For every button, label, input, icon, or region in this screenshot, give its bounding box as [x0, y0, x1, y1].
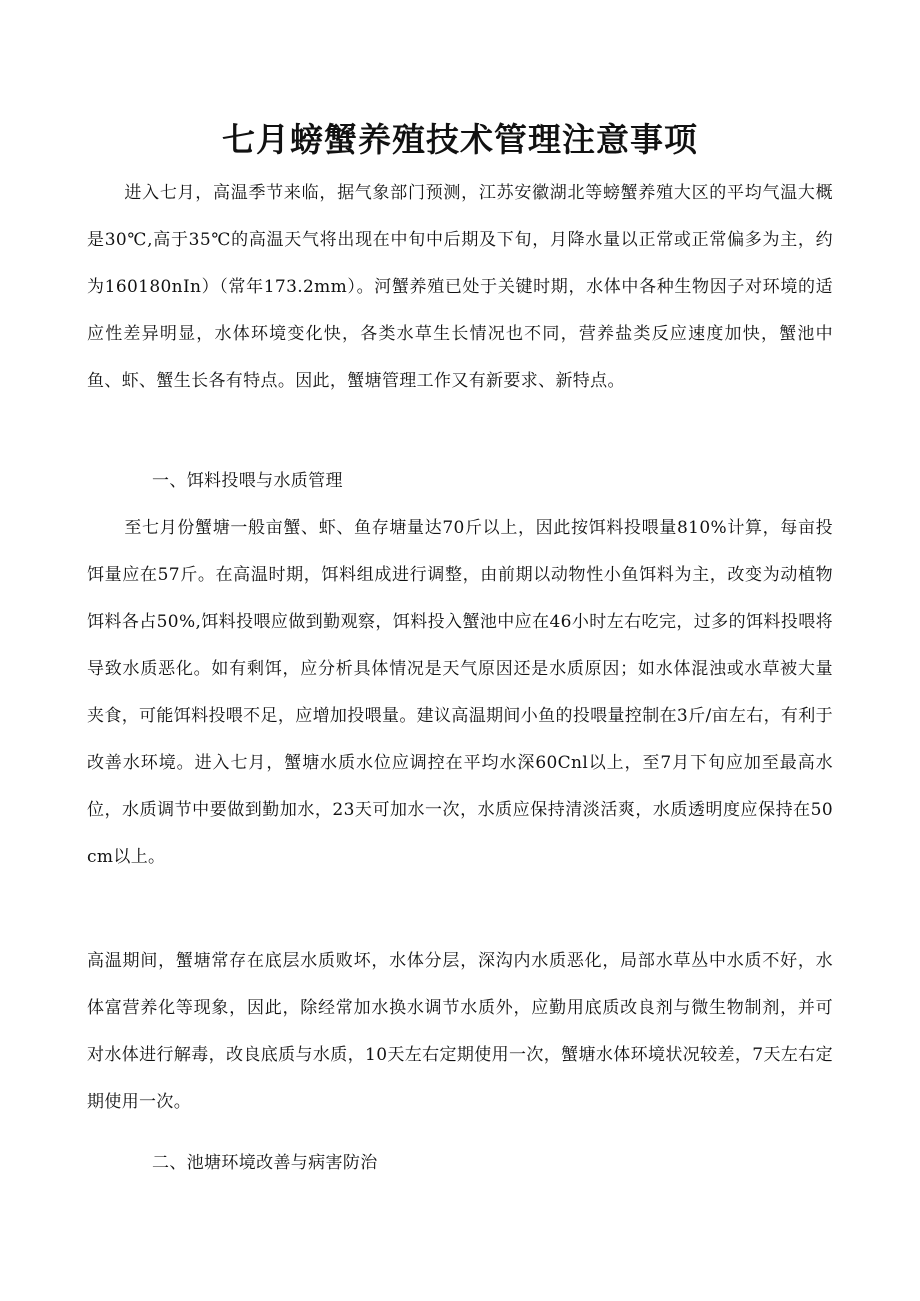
- water-quality-paragraph: 高温期间，蟹塘常存在底层水质败坏，水体分层，深沟内水质恶化，局部水草丛中水质不好，水体富营养化等现象，因此，除经常加水换水调节水质外，应勤用底质改良剂与微生物制剂，并可对水体进行解毒，改良底质与水质，10天左右定期使用一次，蟹塘水体环境状况较差，7天左右定期使用一次。: [87, 951, 833, 1112]
- document-title: 七月螃蟹养殖技术管理注意事项: [222, 120, 698, 159]
- section-heading-environment: 二、池塘环境改善与病害防治: [152, 1153, 378, 1173]
- feeding-paragraph: 至七月份蟹塘一般亩蟹、虾、鱼存塘量达70斤以上，因此按饵料投喂量810%计算，每亩投饵量应在57斤。在高温时期，饵料组成进行调整，由前期以动物性小鱼饵料为主，改变为动植物饵料各占50%,饵料投喂应做到勤观察，饵料投入蟹池中应在46小时左右吃完，过多的饵料投喂将导致水质恶化。如有剩饵，应分析具体情况是天气原因还是水质原因；如水体混浊或水草被大量夹食，可能饵料投喂不足，应增加投喂量。建议高温期间小鱼的投喂量控制在3斤/亩左右，有利于改善水环境。进入七月，蟹塘水质水位应调控在平均水深60Cnl以上，至7月下旬应加至最高水位，水质调节中要做到勤加水，23天可加水一次，水质应保持清淡活爽，水质透明度应保持在50cm以上。: [87, 518, 833, 867]
- intro-paragraph: 进入七月，高温季节来临，据气象部门预测，江苏安徽湖北等螃蟹养殖大区的平均气温大概是30℃,高于35℃的高温天气将出现在中旬中后期及下旬，月降水量以正常或正常偏多为主，约为160180nIn）（常年173.2mm）。河蟹养殖已处于关键时期，水体中各种生物因子对环境的适应性差异明显，水体环境变化快，各类水草生长情况也不同，营养盐类反应速度加快，蟹池中鱼、虾、蟹生长各有特点。因此，蟹塘管理工作又有新要求、新特点。: [87, 183, 833, 391]
- section-heading-feeding: 一、饵料投喂与水质管理: [152, 471, 343, 491]
